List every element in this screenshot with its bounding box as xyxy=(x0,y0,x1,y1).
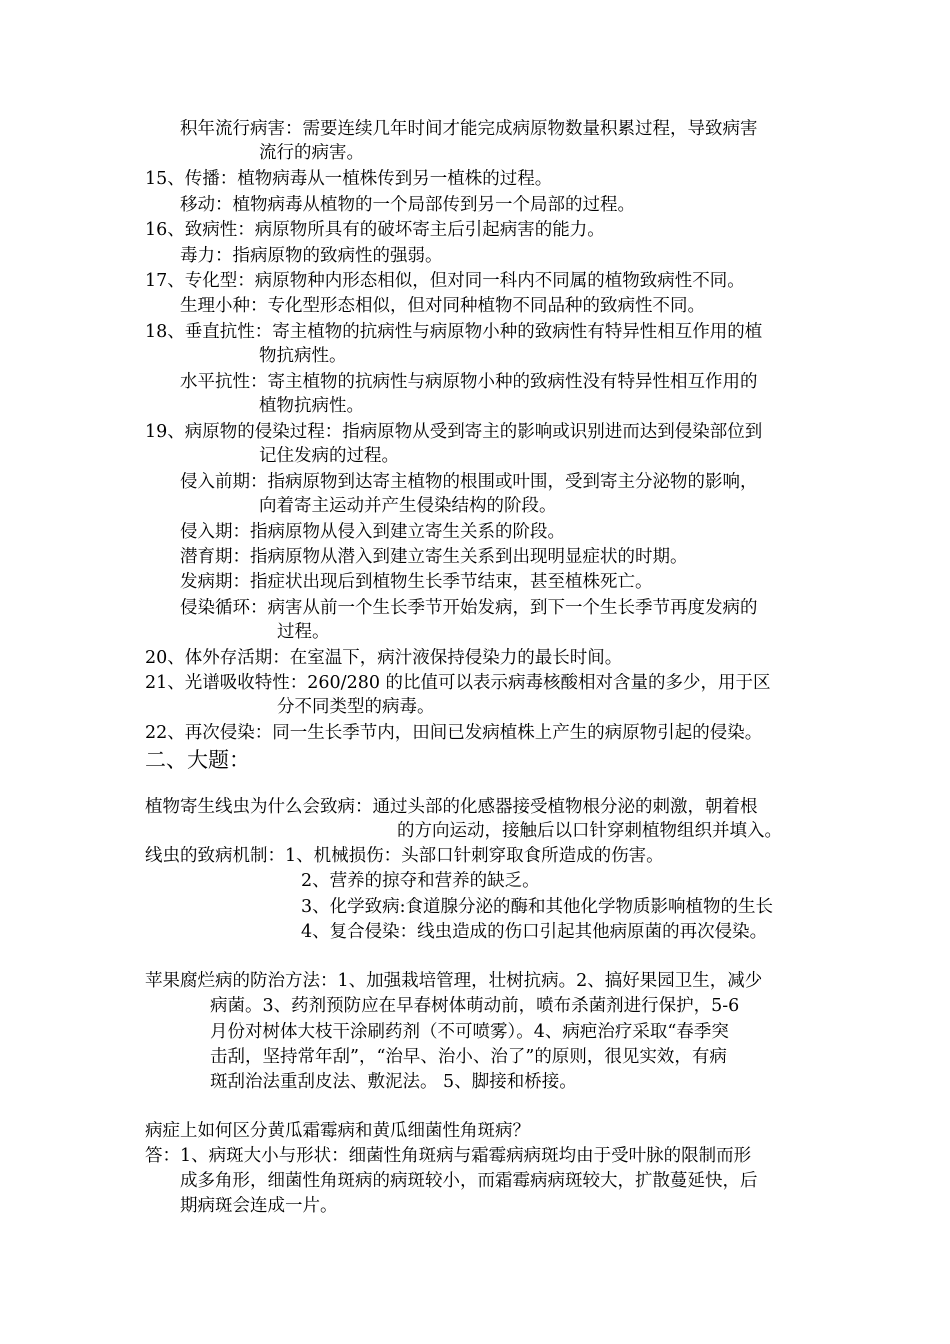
text-line: 期病斑会连成一片。 xyxy=(180,1196,338,1216)
text-line: 侵入期：指病原物从侵入到建立寄生关系的阶段。 xyxy=(180,522,565,542)
text-line: 植物寄生线虫为什么会致病：通过头部的化感器接受植物根分泌的刺激，朝着根 xyxy=(145,797,758,817)
text-line: 16、致病性：病原物所具有的破坏寄主后引起病害的能力。 xyxy=(145,220,605,240)
text-line: 侵染循环：病害从前一个生长季节开始发病，到下一个生长季节再度发病的 xyxy=(180,598,758,618)
text-line: 2、营养的掠夺和营养的缺乏。 xyxy=(301,871,540,891)
text-line: 病症上如何区分黄瓜霜霉病和黄瓜细菌性角斑病？ xyxy=(145,1121,530,1141)
text-line: 的方向运动，接触后以口针穿刺植物组织并填入。 xyxy=(397,821,782,841)
text-line: 记住发病的过程。 xyxy=(259,446,399,466)
text-line: 积年流行病害：需要连续几年时间才能完成病原物数量积累过程，导致病害 xyxy=(180,119,758,139)
text-line: 发病期：指症状出现后到植物生长季节结束，甚至植株死亡。 xyxy=(180,572,653,592)
text-line: 毒力：指病原物的致病性的强弱。 xyxy=(180,246,443,266)
text-line: 病菌。3、药剂预防应在早春树体萌动前，喷布杀菌剂进行保护，5-6 xyxy=(210,996,740,1016)
text-line: 18、垂直抗性：寄主植物的抗病性与病原物小种的致病性有特异性相互作用的植 xyxy=(145,322,763,342)
text-line: 击刮，坚持常年刮”，“治早、治小、治了”的原则，很见实效，有病 xyxy=(210,1047,727,1067)
text-line: 答：1、病斑大小与形状：细菌性角斑病与霜霉病病斑均由于受叶脉的限制而形 xyxy=(145,1146,752,1166)
text-line: 潜育期：指病原物从潜入到建立寄生关系到出现明显症状的时期。 xyxy=(180,547,688,567)
text-line: 19、病原物的侵染过程：指病原物从受到寄主的影响或识别进而达到侵染部位到 xyxy=(145,422,763,442)
section-heading: 二、大题： xyxy=(145,748,250,772)
text-line: 生理小种：专化型形态相似，但对同种植物不同品种的致病性不同。 xyxy=(180,296,705,316)
text-line: 3、化学致病:食道腺分泌的酶和其他化学物质影响植物的生长 xyxy=(301,897,774,917)
text-line: 过程。 xyxy=(277,622,330,642)
text-line: 斑刮治法重刮皮法、敷泥法。 5、脚接和桥接。 xyxy=(210,1072,577,1092)
text-line: 21、光谱吸收特性：260/280 的比值可以表示病毒核酸相对含量的多少，用于区 xyxy=(145,673,771,693)
text-line: 22、再次侵染：同一生长季节内，田间已发病植株上产生的病原物引起的侵染。 xyxy=(145,723,763,743)
text-line: 分不同类型的病毒。 xyxy=(277,697,435,717)
text-line: 成多角形，细菌性角斑病的病斑较小，而霜霉病病斑较大，扩散蔓延快，后 xyxy=(180,1171,758,1191)
text-line: 物抗病性。 xyxy=(259,346,347,366)
text-line: 4、复合侵染：线虫造成的伤口引起其他病原菌的再次侵染。 xyxy=(301,922,768,942)
text-line: 苹果腐烂病的防治方法：1、加强栽培管理，壮树抗病。2、搞好果园卫生，减少 xyxy=(145,971,763,991)
text-line: 流行的病害。 xyxy=(259,143,364,163)
text-line: 20、体外存活期：在室温下，病汁液保持侵染力的最长时间。 xyxy=(145,648,623,668)
text-line: 水平抗性：寄主植物的抗病性与病原物小种的致病性没有特异性相互作用的 xyxy=(180,372,758,392)
text-line: 移动：植物病毒从植物的一个局部传到另一个局部的过程。 xyxy=(180,195,635,215)
text-line: 线虫的致病机制：1、机械损伤：头部口针刺穿取食所造成的伤害。 xyxy=(145,846,664,866)
text-line: 向着寄主运动并产生侵染结构的阶段。 xyxy=(259,496,557,516)
text-line: 15、传播：植物病毒从一植株传到另一植株的过程。 xyxy=(145,169,553,189)
text-line: 植物抗病性。 xyxy=(259,396,364,416)
text-line: 侵入前期：指病原物到达寄主植物的根围或叶围，受到寄主分泌物的影响， xyxy=(180,472,758,492)
text-line: 月份对树体大枝干涂刷药剂（不可喷雾）。4、病疤治疗采取“春季突 xyxy=(210,1022,729,1042)
text-line: 17、专化型：病原物种内形态相似，但对同一科内不同属的植物致病性不同。 xyxy=(145,271,745,291)
